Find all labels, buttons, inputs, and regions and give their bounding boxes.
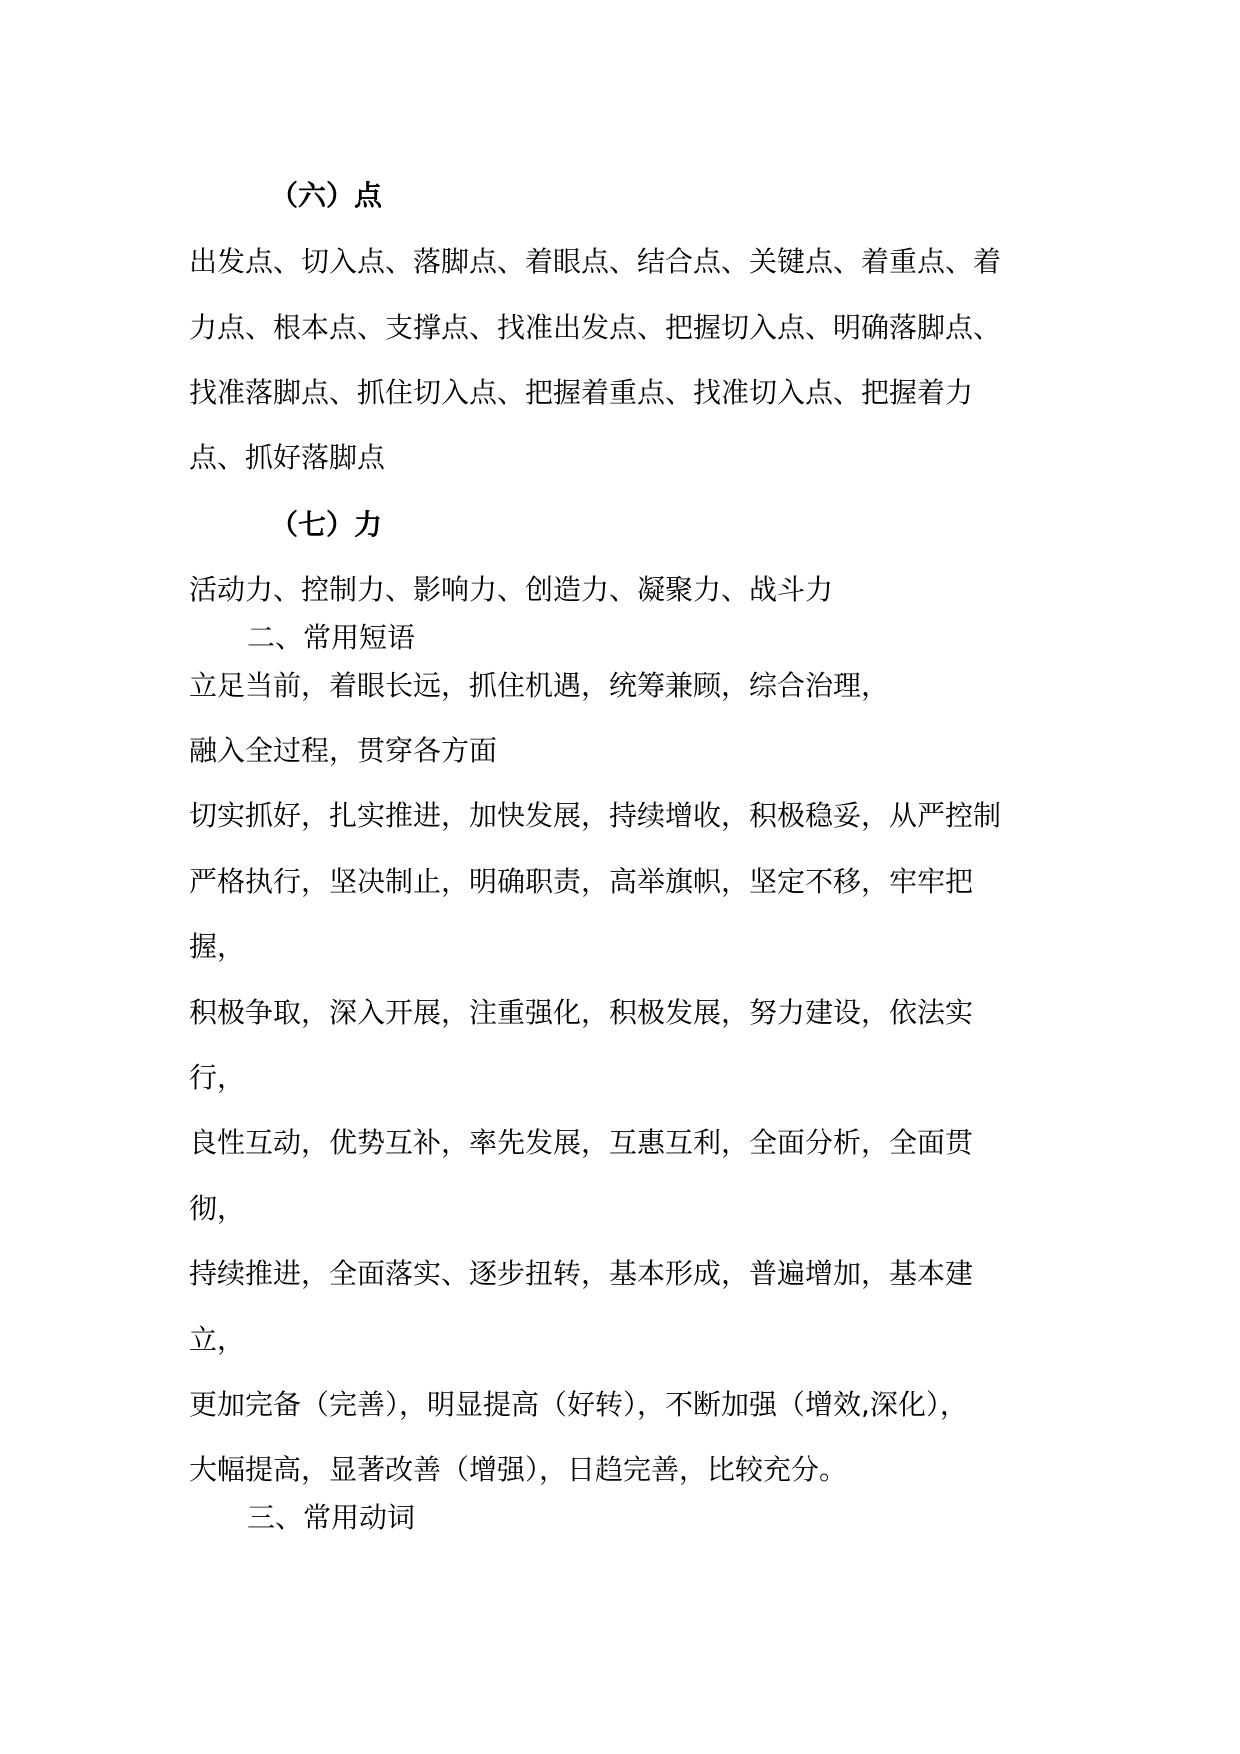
heading-point: （六）点 — [270, 179, 383, 212]
point-line-2: 力点、根本点、支撑点、找准出发点、把握切入点、明确落脚点、 — [189, 311, 1002, 344]
force-line-1: 活动力、控制力、影响力、创造力、凝聚力、战斗力 — [189, 573, 834, 606]
point-line-1: 出发点、切入点、落脚点、着眼点、结合点、关键点、着重点、着 — [189, 245, 1002, 278]
phrase-line-12: 更加完备（完善），明显提高（好转），不断加强（增效,深化）， — [189, 1388, 968, 1421]
section-heading-phrases: 二、常用短语 — [247, 621, 416, 654]
phrase-line-13: 大幅提高，显著改善（增强），日趋完善，比较充分。 — [189, 1453, 848, 1486]
phrase-line-11: 立， — [189, 1323, 246, 1356]
point-line-4: 点、抓好落脚点 — [189, 441, 386, 474]
point-line-3: 找准落脚点、抓住切入点、把握着重点、找准切入点、把握着力 — [189, 376, 974, 409]
phrase-line-4: 严格执行，坚决制止，明确职责，高举旗帜，坚定不移，牢牢把 — [189, 865, 974, 898]
phrase-line-5: 握， — [189, 930, 246, 963]
phrase-line-3: 切实抓好，扎实推进，加快发展，持续增收，积极稳妥，从严控制 — [189, 799, 1002, 832]
heading-force: （七）力 — [270, 508, 383, 541]
phrase-line-8: 良性互动，优势互补，率先发展，互惠互利，全面分析，全面贯 — [189, 1126, 974, 1159]
phrase-line-10: 持续推进，全面落实、逐步扭转，基本形成，普遍增加，基本建 — [189, 1257, 974, 1290]
phrase-line-1: 立足当前，着眼长远，抓住机遇，统筹兼顾，综合治理， — [189, 669, 890, 702]
section-heading-verbs: 三、常用动词 — [247, 1501, 416, 1534]
phrase-line-6: 积极争取，深入开展，注重强化，积极发展，努力建设，依法实 — [189, 996, 974, 1029]
phrase-line-7: 行， — [189, 1061, 246, 1094]
phrase-line-2: 融入全过程，贯穿各方面 — [189, 734, 498, 767]
phrase-line-9: 彻， — [189, 1192, 246, 1225]
